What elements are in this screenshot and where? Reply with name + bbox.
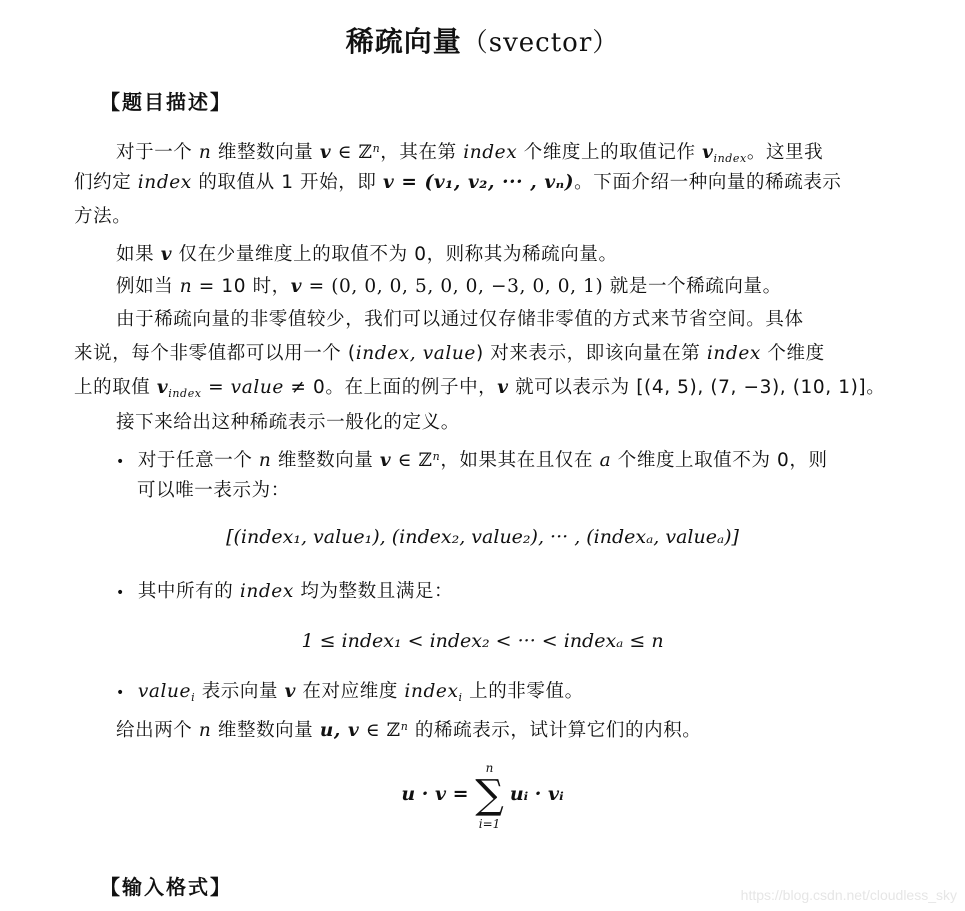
formula-index-order: 1 ≤ index₁ < index₂ < ··· < indexₐ ≤ n [301, 630, 664, 652]
watermark: https://blog.csdn.net/cloudless_sky [740, 887, 957, 903]
page-title [0, 20, 965, 60]
text: ，如果其在且仅在 [440, 450, 600, 471]
math-var: n [198, 142, 212, 163]
math-var: value [137, 681, 192, 702]
sigma-icon: ∑ [475, 772, 504, 818]
text: 个维度上的取值记作 [517, 142, 703, 163]
sum-lower-limit: i=1 [478, 817, 501, 831]
math-op: = [201, 377, 231, 398]
paragraph-line: 由于稀疏向量的非零值较少，我们可以通过仅存储非零值的方式来节省空间。具体 [116, 309, 804, 330]
math-var: index [137, 172, 192, 193]
math-sub: index [168, 387, 202, 400]
math-sub: index [713, 152, 747, 165]
math-var: v [319, 142, 332, 163]
title-chinese: 稀疏向量 [345, 25, 462, 58]
paragraph-line [74, 166, 842, 200]
text: 维整数向量 [271, 450, 380, 471]
math-sup: n [400, 720, 409, 733]
bullet-icon: • [116, 454, 125, 470]
text: 仅在少量维度上的取值不为 0，则称其为稀疏向量。 [172, 244, 618, 265]
math-sub: i [458, 691, 463, 704]
text: 来说，每个非零值都可以用一个 ( [74, 343, 356, 364]
math-var: index [463, 142, 518, 163]
text: ≠ 0。在上面的例子中， [283, 377, 498, 398]
summation [475, 761, 504, 831]
text: ，其在第 [380, 142, 464, 163]
text: 对于任意一个 [137, 450, 259, 471]
math-sub: i [191, 691, 196, 704]
text: 个维度 [760, 343, 825, 364]
math-var: v [290, 276, 303, 297]
text: 维整数向量 [211, 720, 320, 741]
bullet-icon: • [116, 685, 125, 701]
text: 上的取值 [74, 377, 157, 398]
section-heading-input-format: 【输入格式】 [100, 875, 232, 899]
paragraph-line: 接下来给出这种稀疏表示一般化的定义。 [116, 412, 460, 433]
text: 如果 [116, 244, 161, 265]
math-var: index [706, 343, 761, 364]
math-expr: u · v = [401, 783, 476, 805]
text: 例如当 [116, 276, 180, 297]
text: ) 对来表示，即该向量在第 [475, 343, 707, 364]
text: 对于一个 [116, 142, 199, 163]
bullet-item [116, 575, 453, 610]
math-var: a [599, 450, 612, 471]
math-sup: n [372, 142, 381, 155]
sum-upper-limit: n [485, 761, 494, 775]
math-var: n [258, 450, 272, 471]
text: 。下面介绍一种向量的稀疏表示 [574, 172, 842, 193]
text: = 10 时， [192, 276, 291, 297]
bullet-icon: • [116, 585, 125, 601]
paragraph-line [116, 710, 701, 748]
math-expr: uᵢ · vᵢ [509, 783, 564, 805]
bullet-continuation: 可以唯一表示为： [137, 480, 290, 501]
math-var: v [284, 681, 296, 702]
math-var: v [702, 142, 714, 163]
math-var: v [497, 377, 509, 398]
text: 在对应维度 [295, 681, 405, 702]
text: 个维度上取值不为 0，则 [611, 450, 828, 471]
text: 就可以表示为 [(4, 5), (7, −3), (10, 1)]。 [508, 377, 886, 398]
bullet-item [116, 675, 584, 715]
text: 们约定 [74, 172, 138, 193]
text: 维整数向量 [211, 142, 320, 163]
title-english: （svector） [461, 28, 620, 58]
text: 的稀疏表示，试计算它们的内积。 [408, 720, 702, 741]
math-var: value [230, 377, 284, 398]
text: 表示向量 [195, 681, 285, 702]
math-sup: n [432, 450, 441, 463]
formula-inner-product [0, 761, 965, 831]
text: 均为整数且满足： [293, 581, 454, 602]
paragraph-line [74, 371, 885, 411]
text: 其中所有的 [137, 581, 240, 602]
paragraph-line [74, 337, 825, 371]
math-op: ∈ ℤ [359, 720, 401, 741]
text: = (0, 0, 0, 5, 0, 0, −3, 0, 0, 1) 就是一个稀疏向量。 [302, 276, 782, 297]
math-expr: v = (v₁, v₂, ··· , vₙ) [382, 172, 575, 193]
section-heading-description: 【题目描述】 [100, 90, 232, 114]
paragraph-line [116, 238, 618, 272]
math-op: ∈ ℤ [391, 450, 433, 471]
formula-sparse-representation: [(index₁, value₁), (index₂, value₂), ··· , (indexₐ, valueₐ)] [226, 526, 739, 548]
math-var: v [156, 377, 169, 398]
math-var: n [179, 276, 193, 297]
math-var: v [160, 244, 173, 265]
math-var: index [404, 681, 459, 702]
text: 。这里我 [746, 142, 824, 163]
text: 给出两个 [116, 720, 199, 741]
math-expr: index, value [355, 343, 476, 364]
math-var: v [379, 450, 392, 471]
math-op: ∈ ℤ [331, 142, 373, 163]
math-var: n [198, 720, 212, 741]
math-var: index [239, 581, 294, 602]
math-var: u, v [319, 720, 360, 741]
text: 上的非零值。 [462, 681, 584, 702]
text: 的取值从 1 开始，即 [191, 172, 383, 193]
paragraph-line: 方法。 [74, 206, 132, 227]
paragraph-line [116, 270, 782, 304]
